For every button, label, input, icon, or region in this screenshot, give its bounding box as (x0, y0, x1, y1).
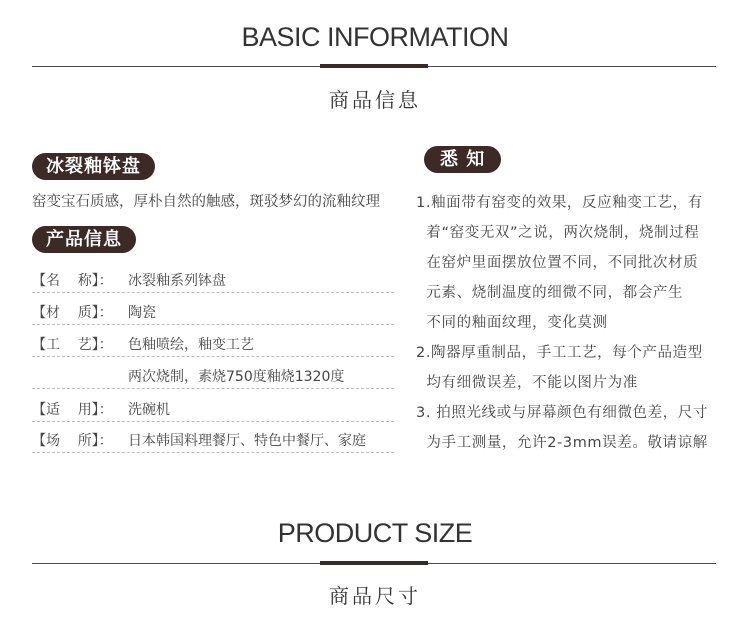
info-row-value: 陶瓷 (128, 305, 156, 321)
notice-line: 在窑炉里面摆放位置不同，不同批次材质 (416, 255, 699, 271)
info-row-label: 【场 所】： (32, 433, 113, 449)
notice-line: 均有细微误差，不能以图片为准 (416, 375, 638, 391)
basic-info-title: BASIC INFORMATION (241, 22, 509, 52)
info-row-value: 两次烧制，素烧750度釉烧1320度 (128, 369, 345, 385)
info-row-place (32, 427, 394, 453)
info-row-value: 日本韩国料理餐厅、特色中餐厅、家庭 (128, 433, 366, 449)
notice-line: 不同的釉面纹理，变化莫测 (416, 315, 608, 331)
info-row-label: 【适 用】： (32, 402, 113, 418)
info-row-value: 色釉喷绘，釉变工艺 (128, 337, 254, 353)
info-row-craft (32, 331, 394, 357)
info-row-name (32, 267, 394, 293)
notice-line: 3. 拍照光线或与屏幕颜色有细微色差，尺寸 (416, 405, 709, 421)
notice-line: 2.陶器厚重制品，手工工艺，每个产品造型 (416, 345, 703, 361)
info-row-label: 【材 质】： (32, 305, 113, 321)
info-row-label: 【名 称】： (32, 273, 113, 289)
info-row-label: 【工 艺】： (32, 337, 113, 353)
product-description: 窑变宝石质感，厚朴自然的触感，斑驳梦幻的流釉纹理 (32, 194, 380, 210)
info-row-material (32, 299, 394, 325)
product-size-subtitle: 商品尺寸 (329, 584, 421, 608)
notice-line: 着“窑变无双”之说，两次烧制，烧制过程 (416, 225, 700, 241)
product-size-title: PRODUCT SIZE (277, 518, 473, 548)
info-row-value: 洗碗机 (128, 402, 170, 418)
info-row-craft-detail (32, 363, 394, 389)
product-name-badge: 冰裂釉钵盘 (32, 153, 155, 180)
basic-info-subtitle: 商品信息 (329, 88, 421, 112)
info-row-value: 冰裂釉系列钵盘 (128, 273, 226, 289)
product-info-badge: 产品信息 (32, 226, 136, 253)
info-row-usage (32, 396, 394, 422)
notice-badge: 悉 知 (424, 146, 501, 173)
basic-info-divider-mark (320, 64, 428, 68)
notice-line: 元素、烧制温度的细微不同，都会产生 (416, 285, 684, 301)
notice-line: 为手工测量，允许2-3mm误差。敬请谅解 (416, 435, 708, 451)
product-size-divider-mark (320, 561, 428, 565)
notice-line: 1.釉面带有窑变的效果，反应釉变工艺，有 (416, 195, 703, 211)
